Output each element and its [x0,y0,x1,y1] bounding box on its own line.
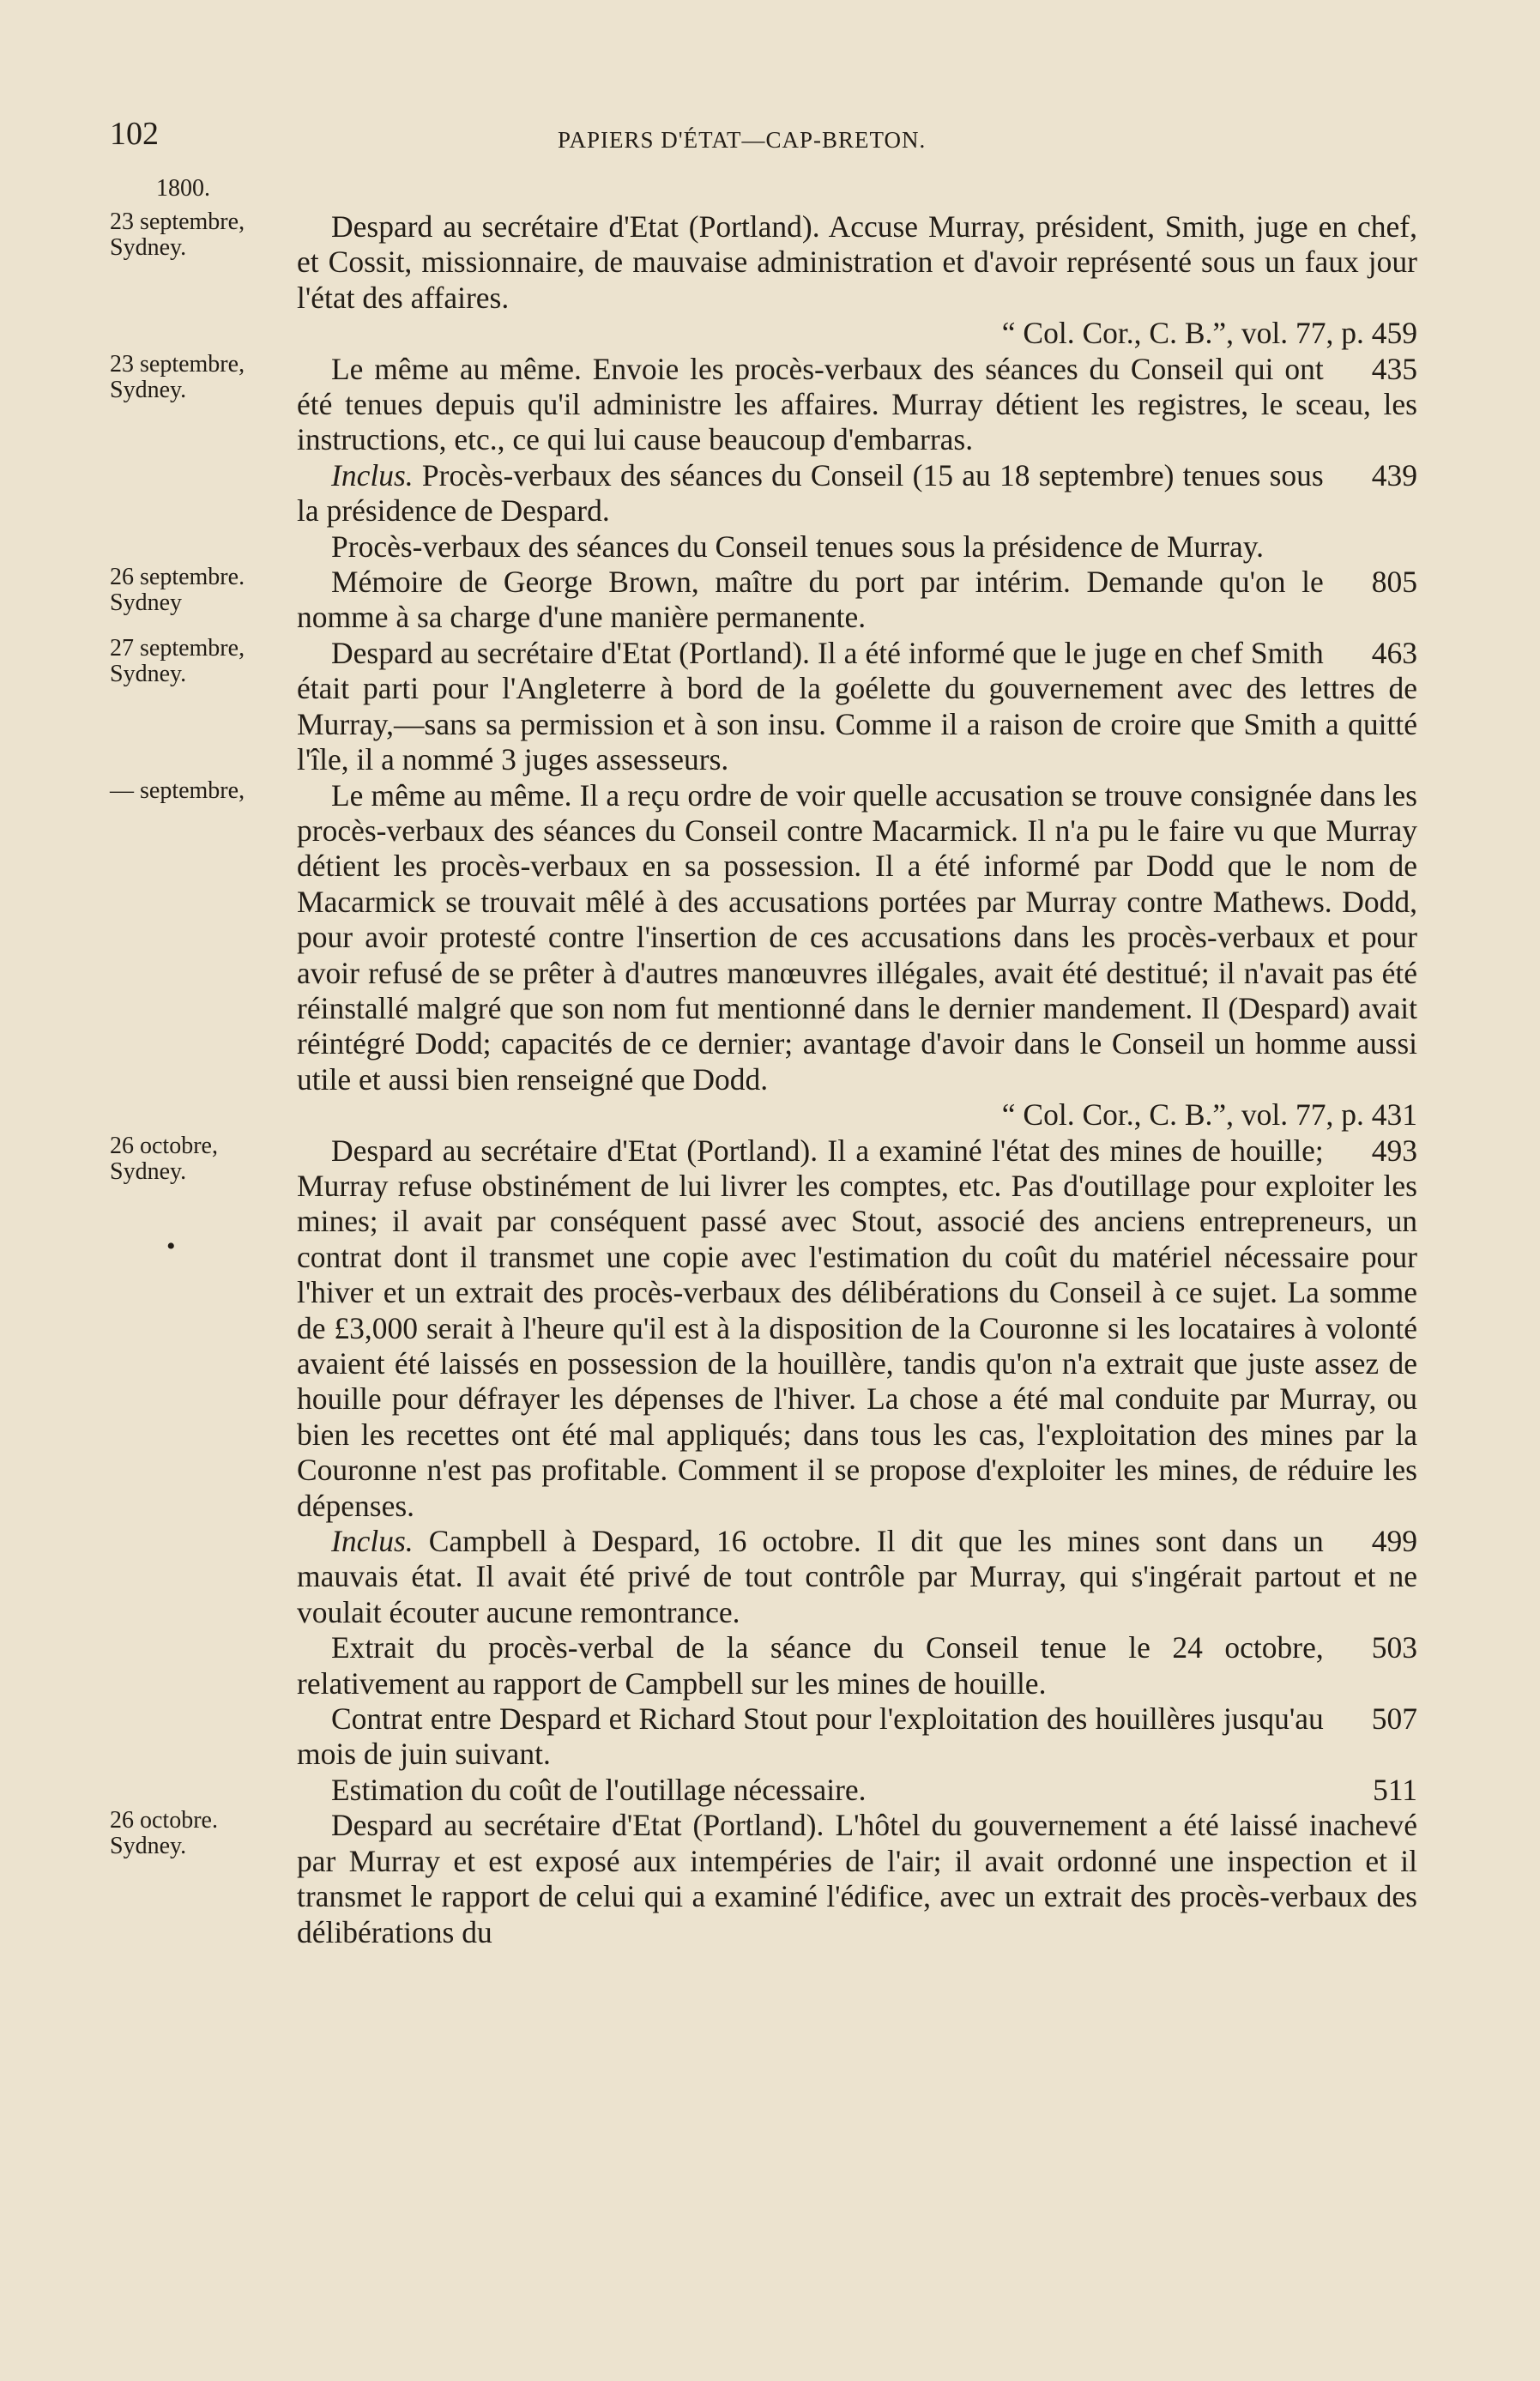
entry-body [297,352,1417,565]
page-reference: 503 [1371,1630,1417,1665]
entry-paragraph [297,565,1417,636]
page-header [110,115,1431,166]
page-reference: 439 [1371,457,1417,493]
archive-reference: “ Col. Cor., C. B.”, vol. 77, p. 459 [1001,316,1417,351]
enclosure-item [297,1630,1417,1701]
enclosure-text: Estimation du coût de l'outillage nécessaire. [331,1772,867,1807]
margin-date-place [110,636,290,687]
margin-date-place [110,352,290,403]
entry-text: Despard au secrétaire d'Etat (Portland). Il a été informé que le juge en chef Smith était parti pour l'Angleterre à bord de la goélette du gouvernement avec des lettres de Murray,—sans sa permission et à son insu. Comme il a raison de croire que Smith a quitté l'île, il a nommé 3 juges assesseurs. [297,635,1417,777]
document-entry [0,1808,1540,1950]
entry-body [297,778,1417,1133]
entry-paragraph [297,209,1417,316]
document-entry [0,1133,1540,1809]
enclosure-text: Procès-verbaux des séances du Conseil (15 au 18 septembre) tenues sous la présidence de Despard. [297,457,1324,529]
margin-date-place [110,1133,290,1185]
margin-line: 26 septembre. [110,564,245,591]
entry-body [297,209,1417,352]
entry-text: Le même au même. Envoie les procès-verbaux des séances du Conseil qui ont été tenues depuis qu'il administre les affaires. Murray détient les registres, le sceau, les instructions, etc., ce qui lui cause beaucoup d'embarras. [297,351,1417,457]
page-reference: 511 [1373,1772,1417,1807]
enclosure-item [297,1773,1417,1808]
entry-text: Mémoire de George Brown, maître du port par intérim. Demande qu'on le nomme à sa charge d'une manière permanente. [297,565,1324,635]
margin-line: Sydney. [110,234,187,261]
page-reference: 499 [1371,1524,1417,1559]
year-heading: 1800. [156,175,210,202]
stray-mark: • [166,1232,176,1260]
document-entry [0,352,1540,565]
entries-list [0,209,1540,1950]
entry-paragraph [297,352,1417,458]
page-reference: 463 [1371,635,1417,670]
margin-line: Sydney. [110,376,187,403]
entry-text: Le même au même. Il a reçu ordre de voir quelle accusation se trouve consignée dans les procès-verbaux des séances du Conseil contre Macarmick. Il n'a pu le faire vu que Murray détient les procès-verbaux en sa possession. Il a été informé par Dodd que le nom de Macarmick se trouvait mêlé à des accusations portées par Murray contre Mathews. Dodd, pour avoir protesté contre l'insertion de ces accusations dans les procès-verbaux et pour avoir refusé de se prêter à d'autres manœuvres illégales, avait été destitué; il n'avait pas été réinstallé malgré que son nom fut mentionné dans le dernier mandement. Il (Despard) avait réintégré Dodd; capacités de ce dernier; avantage d'avoir dans le Conseil un homme aussi utile et aussi bien renseigné que Dodd. [297,777,1417,1097]
entry-paragraph [297,1808,1417,1950]
margin-date-place [110,778,290,804]
enclosure-item [297,458,1417,529]
enclosure-text: Extrait du procès-verbal de la séance du Conseil tenue le 24 octobre, relativement au rapport de Campbell sur les mines de houille. [297,1630,1324,1701]
enclosure-text: Procès-verbaux des séances du Conseil tenues sous la présidence de Murray. [331,529,1265,564]
document-entry [0,636,1540,778]
document-entry [0,778,1540,1133]
entry-paragraph [297,636,1417,778]
margin-line: Sydney. [110,1157,187,1185]
enclosure-item [297,1524,1417,1630]
margin-line: Sydney [110,589,182,617]
margin-line: — septembre, [110,777,245,804]
enclosure-item [297,529,1417,565]
entry-body [297,1808,1417,1950]
margin-date-place [110,209,290,261]
margin-line: 26 octobre, [110,1132,218,1159]
document-entry [0,209,1540,352]
margin-date-place [110,565,290,616]
enclosure-text: Campbell à Despard, 16 octobre. Il dit que les mines sont dans un mauvais état. Il avait été privé de tout contrôle par Murray, qui s'ingérait partout et ne voulait écouter aucune remontrance. [297,1524,1417,1629]
page-reference: 507 [1371,1701,1417,1737]
page-reference: 805 [1371,565,1417,600]
margin-date-place [110,1808,290,1859]
margin-line: 27 septembre, [110,634,245,662]
entry-body [297,636,1417,778]
margin-line: Sydney. [110,660,187,687]
page-reference: 435 [1371,351,1417,386]
enclosure-label: Inclus. [331,1524,414,1559]
page-reference: 493 [1371,1133,1417,1168]
entry-body [297,1133,1417,1809]
entry-body [297,565,1417,636]
entry-text: Despard au secrétaire d'Etat (Portland). Accuse Murray, président, Smith, juge en chef, et Cossit, missionnaire, de mauvaise administration et d'avoir représenté sous un faux jour l'état des affaires. [297,209,1417,315]
page-number: 102 [110,116,159,152]
running-title: PAPIERS D'ÉTAT—CAP-BRETON. [558,127,927,153]
entry-text: Despard au secrétaire d'Etat (Portland). Il a examiné l'état des mines de houille; Murray refuse obstinément de lui livrer les comptes, etc. Pas d'outillage pour exploiter les mines; il avait par conséquent passé avec Stout, associé des anciens entrepreneurs, un contrat dont il transmet une copie avec l'estimation du coût du matériel nécessaire pour l'hiver et un extrait des procès-verbaux des délibérations du Conseil à ce sujet. La somme de £3,000 serait à l'heure qu'il est à la disposition de la Couronne si les locataires à volonté avaient été laissés en possession de la houillère, tandis qu'on n'a extrait que juste assez de houille pour défrayer les dépenses de l'hiver. La chose a été mal conduite par Murray, ou bien les recettes ont été mal appliqués; dans tous les cas, l'exploitation des mines par la Couronne n'est pas profitable. Comment il se propose d'exploiter les mines, de réduire les dépenses. [297,1133,1417,1523]
enclosure-item [297,1701,1417,1773]
enclosure-label: Inclus. [331,457,414,493]
entry-paragraph [297,1133,1417,1524]
margin-line: 23 septembre, [110,208,245,235]
margin-line: 26 octobre. [110,1807,218,1834]
margin-line: Sydney. [110,1833,187,1860]
enclosure-text: Contrat entre Despard et Richard Stout pour l'exploitation des houillères jusqu'au mois de juin suivant. [297,1701,1324,1772]
entry-paragraph [297,778,1417,1098]
margin-line: 23 septembre, [110,350,245,378]
entry-text: Despard au secrétaire d'Etat (Portland). L'hôtel du gouvernement a été laissé inachevé par Murray et est exposé aux intempéries de l'air; il avait ordonné une inspection et il transmet le rapport de celui qui a examiné l'édifice, avec un extrait des procès-verbaux des délibérations du [297,1808,1417,1949]
archive-reference: “ Col. Cor., C. B.”, vol. 77, p. 431 [1001,1097,1417,1133]
document-entry [0,565,1540,636]
